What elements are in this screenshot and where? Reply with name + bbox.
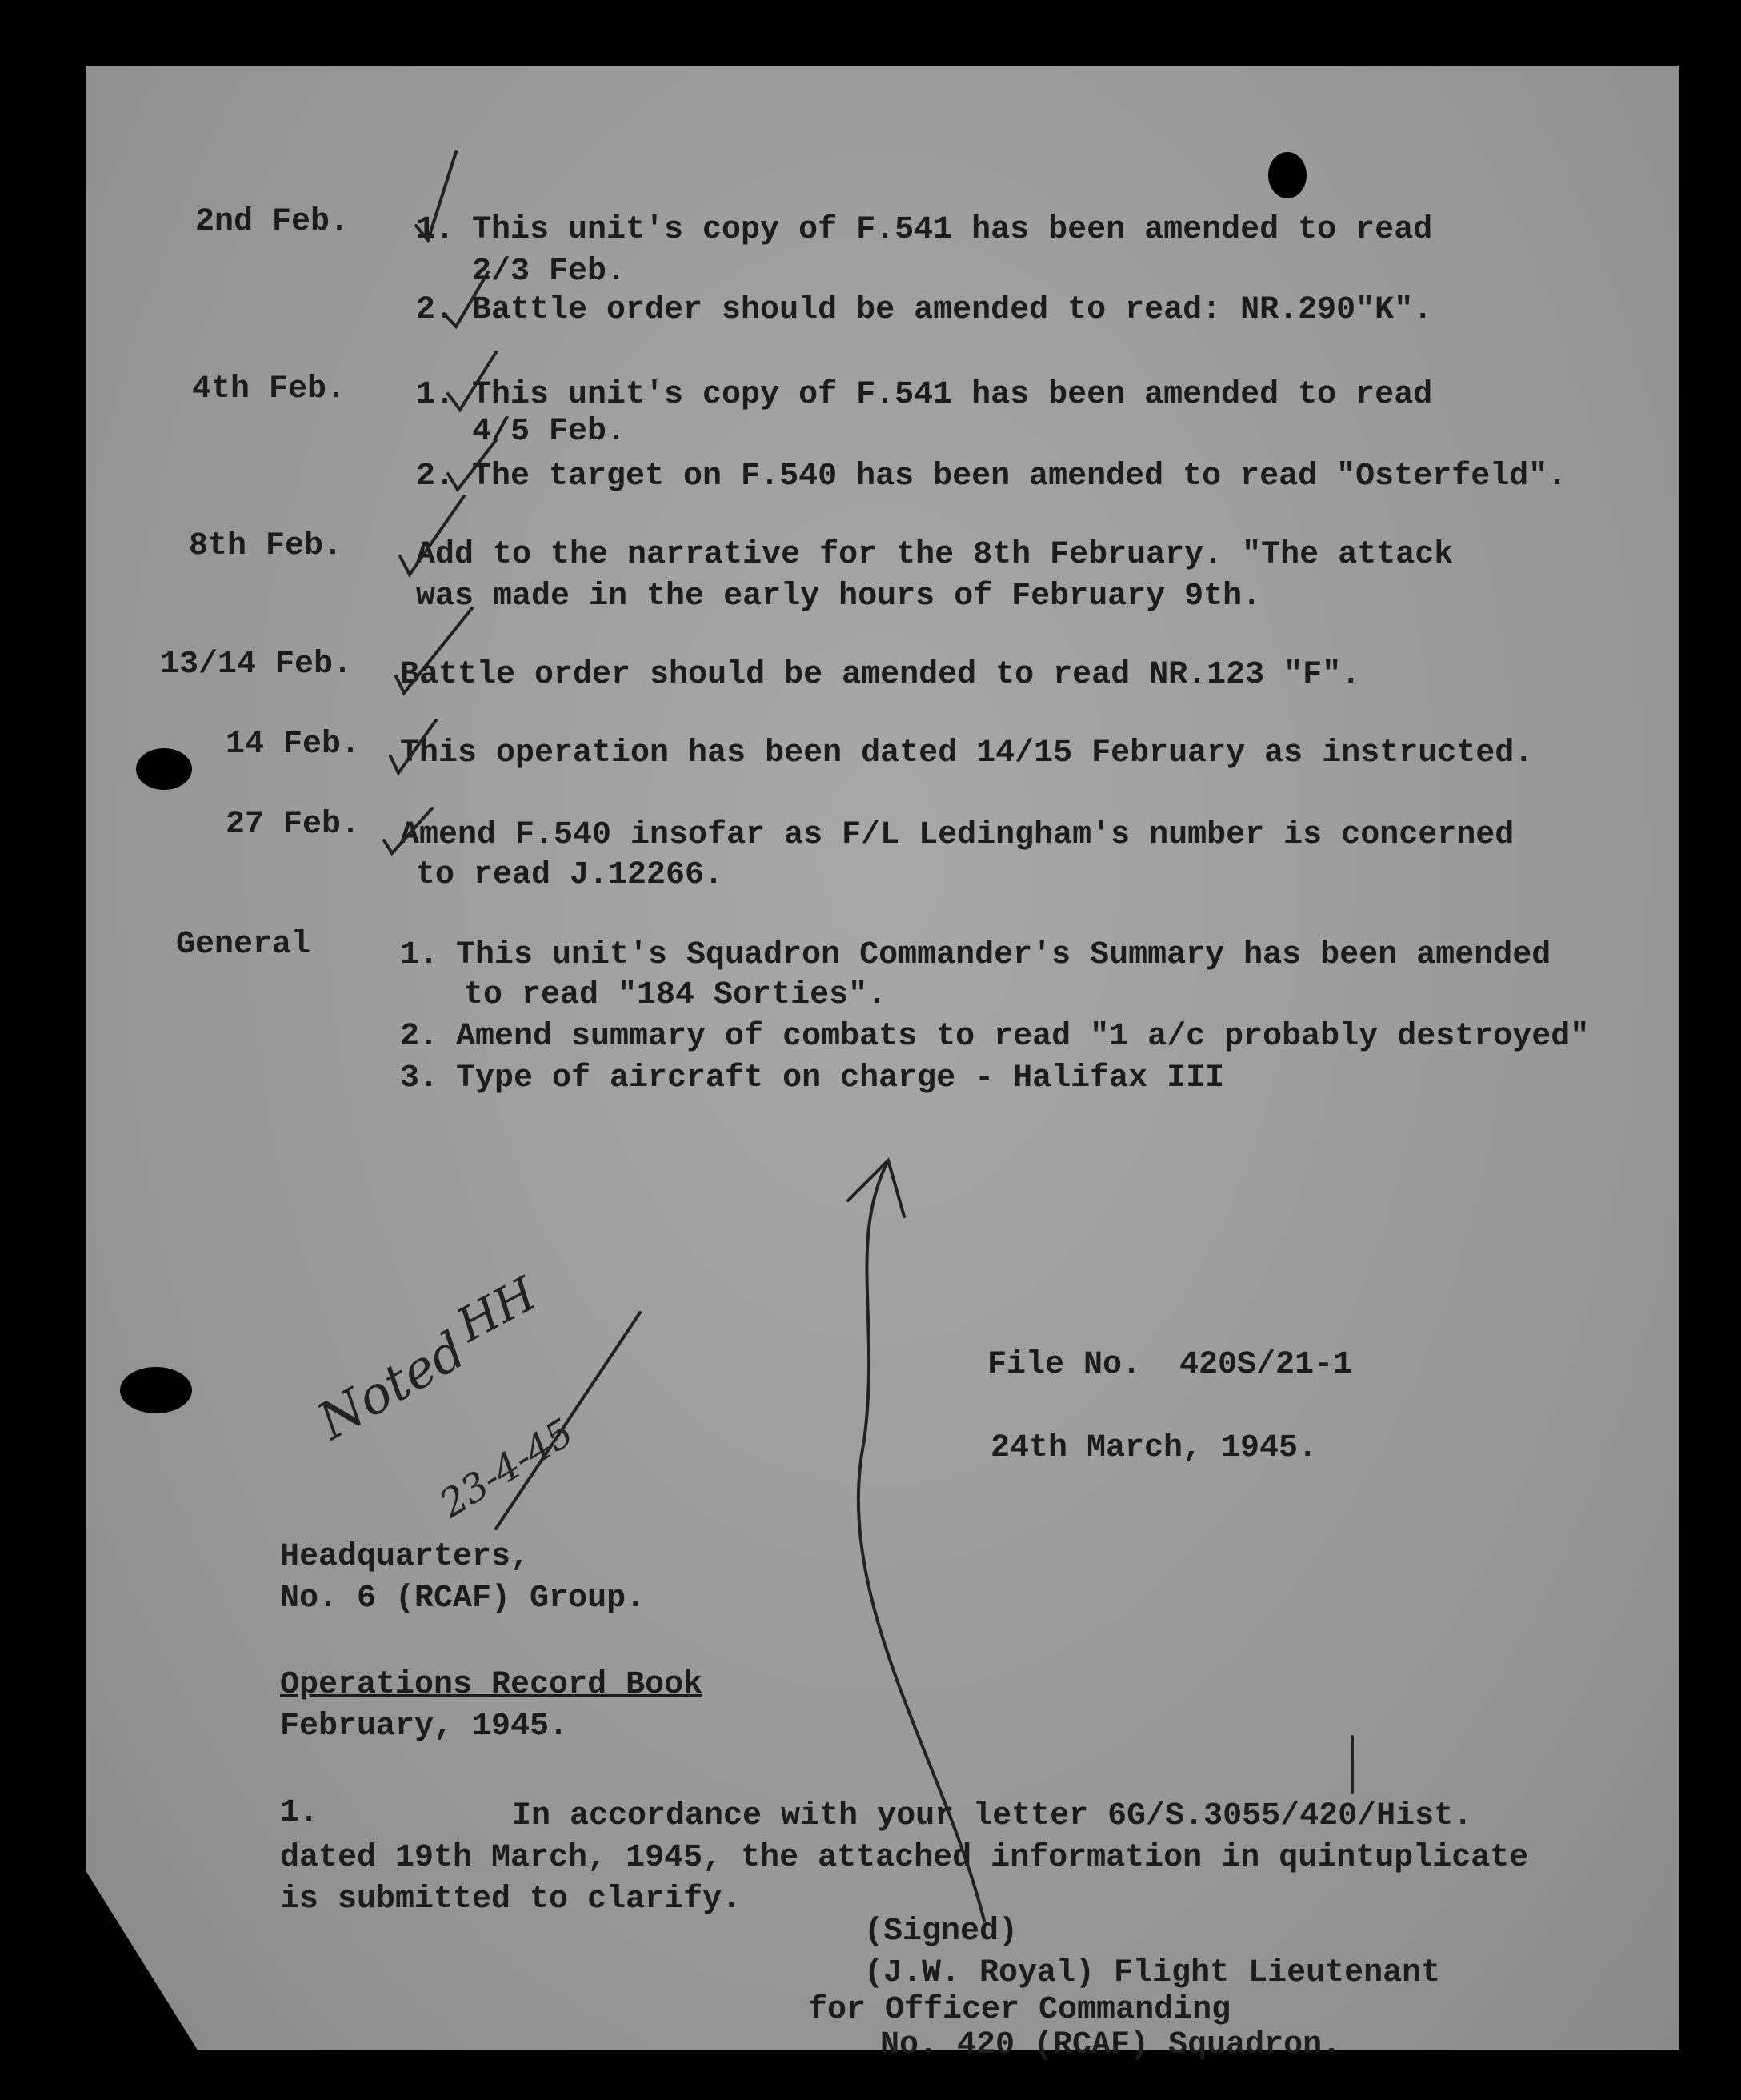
file-number: File No. 420S/21-1 (987, 1347, 1353, 1383)
check-mark-icon (384, 808, 432, 853)
entry-item: Amend F.540 insofar as F/L Ledingham's number is concerned (400, 817, 1515, 853)
pencil-stroke (496, 1312, 640, 1529)
entry-date: 14 Feb. (226, 727, 361, 763)
entry-item: 2. Battle order should be amended to read: NR.290"K". (416, 292, 1433, 328)
paragraph-line: is submitted to clarify. (280, 1882, 742, 1918)
handwritten-note-line: Noted (308, 1321, 476, 1453)
entry-item: 1. This unit's copy of F.541 has been amended to read (416, 212, 1433, 248)
entry-item: 2. The target on F.540 has been amended to read "Osterfeld". (416, 459, 1567, 495)
entry-item: This operation has been dated 14/15 February as instructed. (400, 735, 1534, 771)
signature-for: for Officer Commanding (808, 1992, 1231, 2028)
paragraph-line: dated 19th March, 1945, the attached information in quintuplicate (280, 1840, 1529, 1876)
entry-item: Add to the narrative for the 8th February. "The attack (416, 537, 1454, 573)
entry-item-continuation: 4/5 Feb. (472, 414, 626, 450)
entry-date: 2nd Feb. (195, 204, 350, 240)
entry-item: 1. This unit's copy of F.541 has been amended to read (416, 377, 1433, 413)
check-mark-icon (400, 496, 464, 575)
entry-item: 3. Type of aircraft on charge - Halifax III (400, 1060, 1225, 1096)
entry-date: 8th Feb. (189, 528, 343, 564)
entry-date: General (176, 927, 311, 963)
entry-date: 27 Feb. (226, 807, 361, 843)
signature-name: (J.W. Royal) Flight Lieutenant (864, 1955, 1441, 1991)
addressee-line: Headquarters, (280, 1539, 530, 1575)
entry-date: 4th Feb. (192, 371, 346, 407)
paragraph-number: 1. (280, 1795, 319, 1831)
subject-title: Operations Record Book (280, 1667, 703, 1703)
entry-item-continuation: to read J.12266. (416, 857, 724, 893)
check-mark-icon (444, 272, 488, 327)
check-mark-icon (416, 152, 456, 240)
handwritten-note-line: 23-4-45 (432, 1409, 582, 1527)
entry-item: Battle order should be amended to read NR.123 "F". (400, 657, 1361, 693)
handwritten-note-line: HH (448, 1266, 546, 1353)
entry-item-continuation: was made in the early hours of February 9th. (416, 579, 1262, 615)
pencil-arrow (858, 1160, 984, 1921)
entry-item: 2. Amend summary of combats to read "1 a/c probably destroyed" (400, 1019, 1590, 1055)
entry-item: 1. This unit's Squadron Commander's Summary has been amended (400, 937, 1551, 973)
check-mark-icon (448, 440, 496, 490)
entry-item-continuation: 2/3 Feb. (472, 254, 626, 290)
check-mark-icon (448, 352, 496, 410)
signature-unit: No. 420 (RCAF) Squadron. (880, 2027, 1342, 2063)
entry-date: 13/14 Feb. (160, 647, 353, 683)
check-mark-icon (396, 608, 472, 693)
addressee-line: No. 6 (RCAF) Group. (280, 1581, 646, 1617)
signature-signed: (Signed) (864, 1914, 1019, 1950)
check-mark-icon (390, 720, 436, 773)
paragraph-line: In accordance with your letter 6G/S.3055/420/Hist. (512, 1798, 1473, 1834)
subject-date: February, 1945. (280, 1709, 569, 1745)
file-date: 24th March, 1945. (991, 1430, 1318, 1466)
entry-item-continuation: to read "184 Sorties". (464, 977, 887, 1013)
